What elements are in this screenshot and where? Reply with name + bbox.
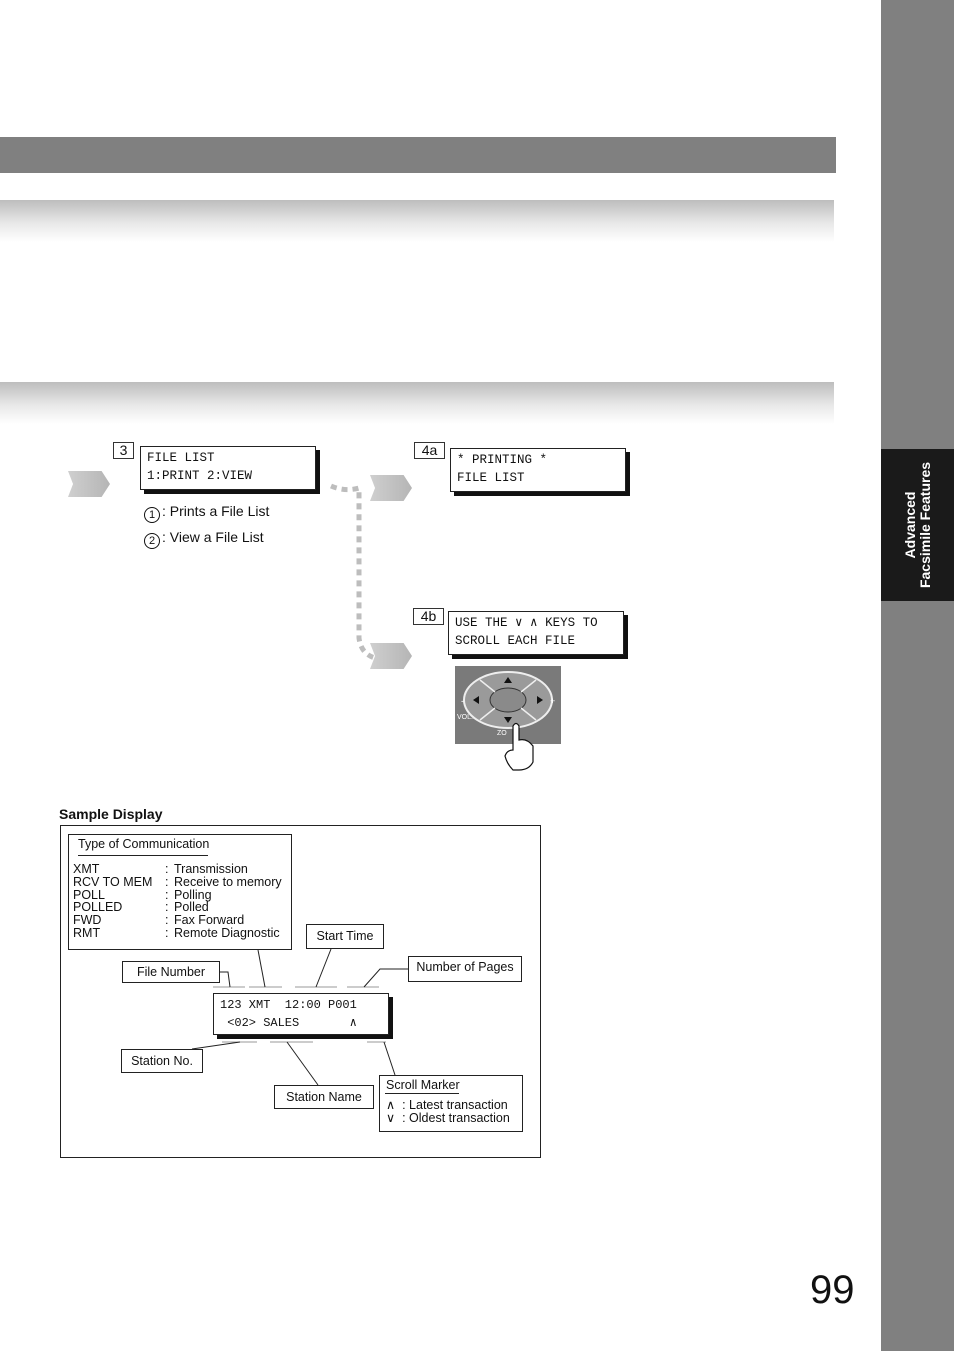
sample-display-heading: Sample Display	[59, 806, 163, 822]
step-3-number: 3	[113, 442, 134, 459]
sample-lcd-line1: 123 XMT 12:00 P001	[220, 998, 357, 1012]
type-separator: :	[165, 887, 169, 902]
step-3-display-line1: FILE LIST	[147, 451, 215, 465]
option-1-text: : Prints a File List	[162, 503, 270, 519]
type-separator: :	[165, 862, 169, 876]
type-description: Fax Forward	[174, 913, 245, 928]
option-1-number: 1	[144, 507, 160, 523]
vol-label: VOL.	[457, 714, 473, 721]
type-separator: :	[165, 913, 169, 928]
type-code: XMT	[73, 862, 100, 876]
step-4a-display-line2: FILE LIST	[457, 471, 525, 485]
scroll-down-icon: ∨	[386, 1111, 396, 1125]
type-title: Type of Communication	[78, 837, 210, 851]
type-code: RMT	[73, 926, 101, 940]
start-time-callout: Start Time	[306, 924, 384, 949]
step-4a-number: 4a	[414, 442, 445, 459]
scroll-up-icon: ∧	[386, 1098, 396, 1112]
type-description: Transmission	[174, 862, 248, 876]
scroll-up-text: : Latest transaction	[402, 1098, 508, 1112]
number-of-pages-callout: Number of Pages	[408, 956, 522, 982]
option-2-number: 2	[144, 533, 160, 549]
file-number-callout: File Number	[122, 961, 220, 983]
page-number: 99	[810, 1268, 855, 1312]
scroll-marker-title: Scroll Marker	[386, 1078, 460, 1092]
step-4b-display-line1: USE THE ∨ ∧ KEYS TO	[455, 616, 598, 630]
type-description: Polled	[174, 900, 209, 915]
zoom-label: ZO	[497, 730, 507, 737]
type-separator: :	[165, 900, 169, 915]
step-4b-display-line2: SCROLL EACH FILE	[455, 634, 576, 648]
scroll-down-text: : Oldest transaction	[402, 1111, 510, 1125]
step-4b-number: 4b	[413, 608, 444, 625]
option-2-text: : View a File List	[162, 529, 264, 545]
sample-lcd-line2: <02> SALES ∧	[220, 1016, 357, 1030]
type-code: POLLED	[73, 900, 123, 915]
type-code: FWD	[73, 913, 102, 928]
section-tab-line2: Facsimile Features	[916, 461, 933, 589]
plus-sign: +	[550, 696, 556, 706]
station-no-callout: Station No.	[121, 1049, 203, 1073]
section-tab-line1: Advanced	[901, 491, 918, 559]
station-name-callout: Station Name	[274, 1085, 374, 1109]
minus-sign: -	[461, 696, 464, 706]
type-code: POLL	[73, 887, 105, 902]
type-description: Receive to memory	[174, 874, 282, 889]
type-separator: :	[165, 874, 169, 889]
step-4a-display-line1: * PRINTING *	[457, 453, 548, 467]
step-3-display-line2: 1:PRINT 2:VIEW	[147, 469, 253, 483]
type-description: Polling	[174, 887, 212, 902]
type-description: Remote Diagnostic	[174, 926, 280, 940]
type-separator: :	[165, 926, 169, 940]
type-code: RCV TO MEM	[73, 874, 153, 889]
